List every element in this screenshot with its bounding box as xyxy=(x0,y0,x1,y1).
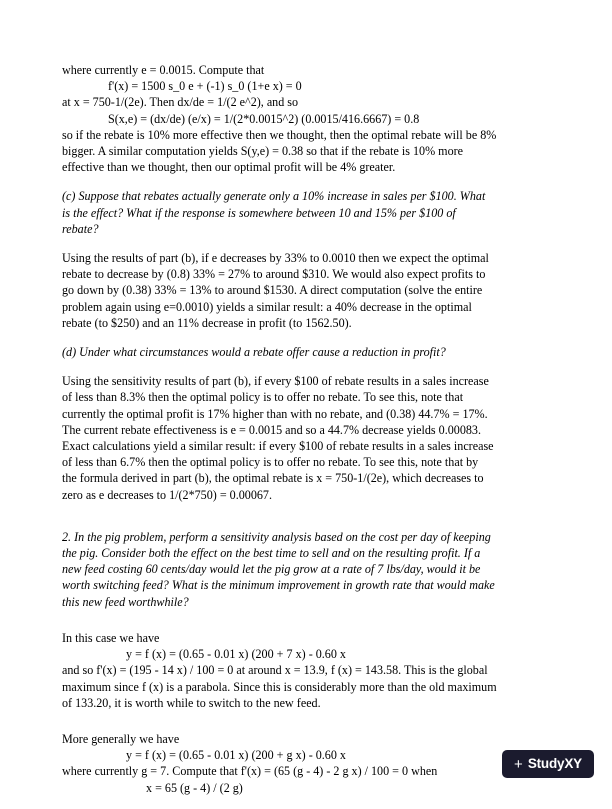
text-line: at x = 750-1/(2e). Then dx/de = 1/(2 e^2), and so xyxy=(62,95,299,110)
paragraph-block-question-2 xyxy=(62,529,548,610)
text-line-equation: f'(x) = 1500 s_0 e + (-1) s_0 (1+e x) = 0 xyxy=(108,79,302,94)
text-line: and so f'(x) = (195 - 14 x) / 100 = 0 at around x = 13.9, f (x) = 143.58. This is the global xyxy=(62,663,488,678)
text-line: of less than 6.7% then the optimal policy is to offer no rebate. To see this, note that by xyxy=(62,455,479,470)
paragraph-block-part-c xyxy=(62,188,548,237)
text-line: More generally we have xyxy=(62,731,180,746)
text-line: so if the rebate is 10% more effective then we thought, then the optimal rebate will be 8% xyxy=(62,127,497,142)
text-line: (c) Suppose that rebates actually generate only a 10% increase in sales per $100. What xyxy=(62,189,486,204)
watermark-brand-label: StudyXY xyxy=(527,756,582,772)
text-line: the pig. Consider both the effect on the best time to sell and on the resulting profit. If a xyxy=(62,546,481,561)
text-line: go down by (0.38) 33% = 13% to around $1530. A direct computation (solve the entire xyxy=(62,283,483,298)
paragraph-spacer xyxy=(62,516,548,529)
text-line: of less than 8.3% then the optimal policy is to offer no rebate. To see this, note that xyxy=(62,390,464,405)
text-line: the formula derived in part (b), the optimal rebate is x = 750-1/(2e), which decreases to xyxy=(62,471,484,486)
text-line: new feed costing 60 cents/day would let the pig grow at a rate of 7 lbs/day, would it be xyxy=(62,562,481,577)
text-line: maximum since f (x) is a parabola. Since this is considerably more than the old maximum xyxy=(62,679,497,694)
text-line: where currently g = 7. Compute that f'(x) = (65 (g - 4) - 2 g x) / 100 = 0 when xyxy=(62,764,438,779)
text-line-equation: S(x,e) = (dx/de) (e/x) = 1/(2*0.0015^2) (0.0015/416.6667) = 0.8 xyxy=(108,111,420,126)
text-line: this new feed worthwhile? xyxy=(62,594,189,609)
paragraph-block xyxy=(62,62,548,175)
paragraph-spacer xyxy=(62,724,548,731)
text-line: rebate (to $250) and an 11% decrease in profit (to 1562.50). xyxy=(62,315,352,330)
text-line-equation: y = f (x) = (0.65 - 0.01 x) (200 + g x) - 0.60 x xyxy=(126,748,346,763)
text-line: worth switching feed? What is the minimum improvement in growth rate that would make xyxy=(62,578,495,593)
plus-icon: + xyxy=(514,755,523,773)
text-line: is the effect? What if the response is somewhere between 10 and 15% per $100 of xyxy=(62,205,456,220)
text-line: Using the sensitivity results of part (b), if every $100 of rebate results in a sales increase xyxy=(62,374,489,389)
text-line: where currently e = 0.0015. Compute that xyxy=(62,63,265,77)
text-line: of 133.20, it is worth while to switch to the new feed. xyxy=(62,695,321,710)
text-line: The current rebate effectiveness is e = 0.0015 and so a 44.7% decrease yields 0.00083. xyxy=(62,422,481,437)
text-line: In this case we have xyxy=(62,630,160,645)
paragraph-block xyxy=(62,250,548,331)
document-body xyxy=(62,62,548,809)
paragraph-block-part-d xyxy=(62,344,548,360)
text-line: 2. In the pig problem, perform a sensitivity analysis based on the cost per day of keeping xyxy=(62,529,491,544)
text-line: zero as e decreases to 1/(2*750) = 0.00067. xyxy=(62,487,272,502)
studyxy-watermark xyxy=(502,750,594,778)
text-line: Using the results of part (b), if e decreases by 33% to 0.0010 then we expect the optimal xyxy=(62,251,489,266)
text-line: bigger. A similar computation yields S(y,e) = 0.38 so that if the rebate is 10% more xyxy=(62,144,464,159)
text-line: problem again using e=0.0010) yields a similar result: a 40% decrease in the optimal xyxy=(62,299,472,314)
text-line: currently the optimal profit is 17% higher than with no rebate, and (0.38) 44.7% = 17%. xyxy=(62,406,488,421)
paragraph-block xyxy=(62,373,548,503)
text-line-equation: y = f (x) = (0.65 - 0.01 x) (200 + 7 x) - 0.60 x xyxy=(126,647,346,662)
paragraph-block xyxy=(62,630,548,711)
text-line: rebate? xyxy=(62,221,99,236)
text-line: effective than we thought, then our optimal profit will be 4% greater. xyxy=(62,160,396,175)
text-line-equation: x = 65 (g - 4) / (2 g) xyxy=(146,780,243,795)
text-line: (d) Under what circumstances would a rebate offer cause a reduction in profit? xyxy=(62,345,446,360)
paragraph-spacer xyxy=(62,623,548,630)
text-line: rebate to decrease by (0.8) 33% = 27% to around $310. We would also expect profits to xyxy=(62,267,486,282)
text-line: Exact calculations yield a similar result: if every $100 of rebate results in a sales increase xyxy=(62,439,494,454)
paragraph-block xyxy=(62,731,548,796)
